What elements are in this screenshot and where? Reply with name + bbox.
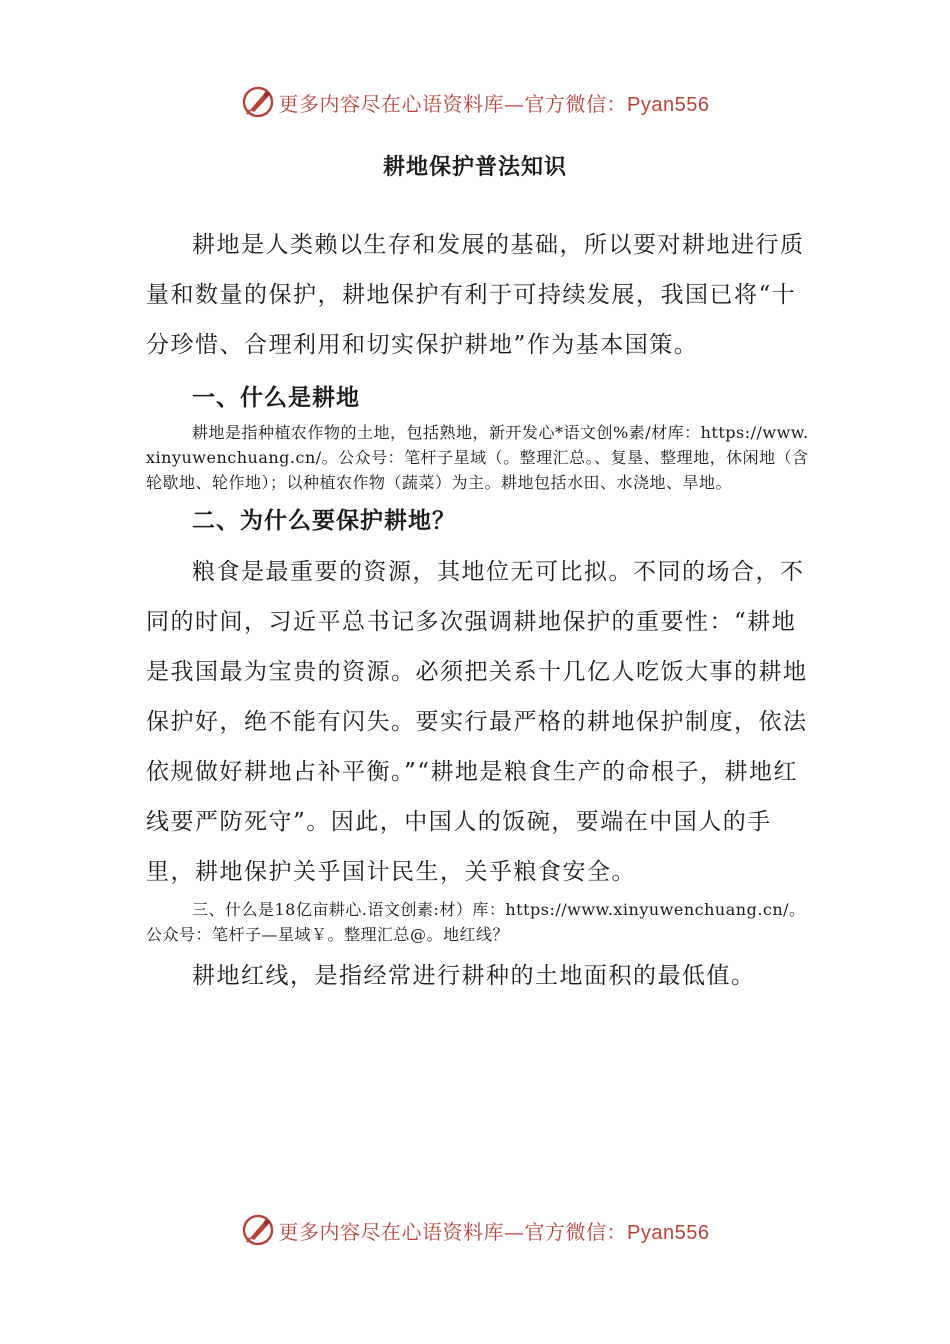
section-heading-why-protect: 二、为什么要保护耕地？ (192, 507, 456, 534)
banner-content (241, 1213, 710, 1247)
section1-paragraph: 耕地是指种植农作物的土地，包括熟地，新开发心*语文创%素/材库：https://www.xinyuwenchuang.cn/。公众号：笔杆子星域（。整理汇总。、复垦、整理地，休闲地（含轮歇地、轮作地）；以种植农作物（蔬菜）为主。耕地包括水田、水浇地、旱地。 (146, 423, 809, 492)
banner-text: 更多内容尽在心语资料库—官方微信：Pyan556 (278, 91, 710, 116)
wechat-handle: Pyan556 (627, 93, 710, 116)
section2-paragraph: 粮食是最重要的资源，其地位无可比拟。不同的场合，不同的时间，习近平总书记多次强调耕地保护的重要性：“耕地是我国最为宝贵的资源。必须把关系十几亿人吃饭大事的耕地保护好，绝不能有闪失。要实行最严格的耕地保护制度，依法依规做好耕地占补平衡。”“耕地是粮食生产的命根子，耕地红线要严防死守”。因此，中国人的饭碗，要端在中国人的手里，耕地保护关乎国计民生，关乎粮食安全。 (146, 559, 808, 885)
section-heading-what-is-farmland: 一、什么是耕地 (192, 384, 360, 411)
document-body (146, 220, 816, 1001)
intro-paragraph: 耕地是人类赖以生存和发展的基础，所以要对耕地进行质量和数量的保护，耕地保护有利于可持续发展，我国已将“十分珍惜、合理利用和切实保护耕地”作为基本国策。 (146, 232, 805, 358)
page-title: 耕地保护普法知识 (382, 154, 567, 180)
header-banner (0, 82, 950, 122)
pen-nib-circle-icon (241, 1213, 275, 1247)
pen-nib-circle-icon (241, 85, 275, 119)
wechat-handle: Pyan556 (627, 1221, 710, 1244)
banner-content (241, 85, 710, 119)
footer-banner (0, 1210, 950, 1250)
section3-paragraph: 耕地红线，是指经常进行耕种的土地面积的最低值。 (192, 963, 756, 989)
banner-text: 更多内容尽在心语资料库—官方微信：Pyan556 (278, 1219, 710, 1244)
section3-heading-line: 三、什么是18亿亩耕心.语文创素:材）库：https://www.xinyuwenchuang.cn/。公众号：笔杆子—星域￥。整理汇总@。地红线？ (146, 900, 806, 944)
